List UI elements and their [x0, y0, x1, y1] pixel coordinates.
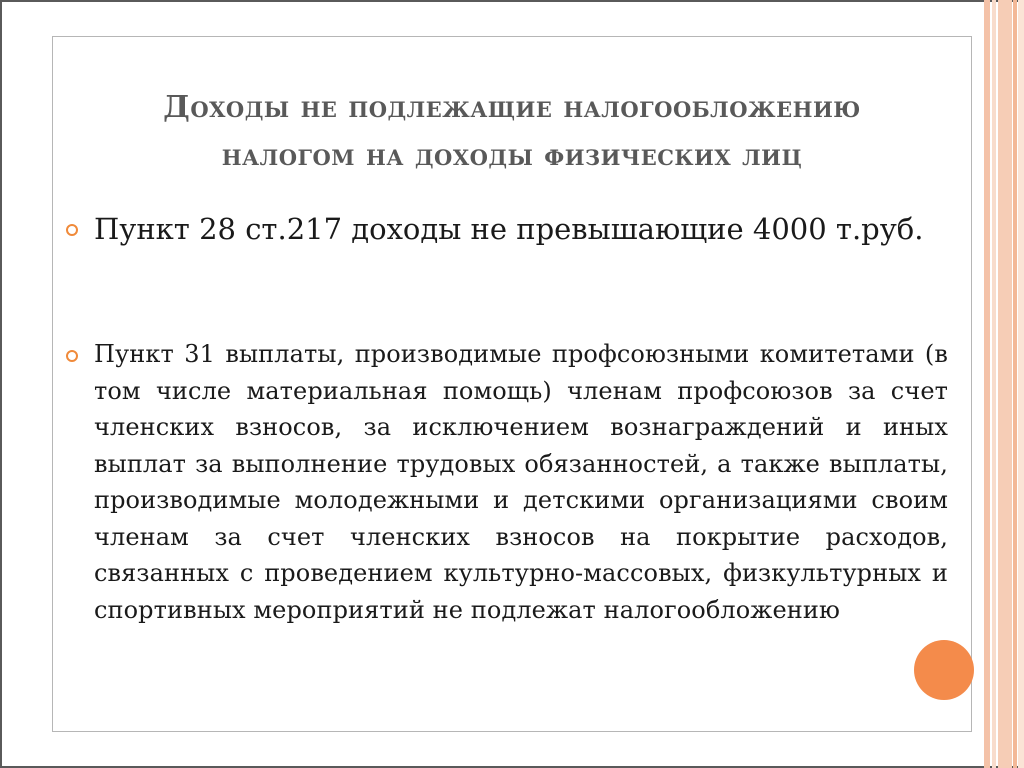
bullet-text: Пункт 28 ст.217 доходы не превышающие 4000 т.руб. [94, 212, 924, 246]
slide-title-line: Доходы не подлежащие налогообложению [163, 90, 861, 125]
slide-title [60, 84, 964, 180]
decor-stripe [984, 0, 990, 768]
circle-bullet-icon [66, 224, 78, 236]
bullet-text: Пункт 31 выплаты, производимые профсоюзными комитетами (в том числе материальная помощь) членам профсоюзов за счет членских взносов, за исключением вознаграждений и иных выплат за выполнение трудовых обязанностей, а также выплаты, производимые молодежными и детскими организациями своим членам за счет членских взносов на покрытие расходов, связанных с проведением культурно-массовых, физкультурных и спортивных мероприятий не подлежат налогообложению [94, 340, 948, 624]
decor-stripe [998, 0, 1012, 768]
decor-stripe [1018, 0, 1024, 768]
decor-stripe [992, 0, 996, 768]
orange-circle-icon [914, 640, 974, 700]
bullet-item [66, 210, 948, 248]
circle-bullet-icon [66, 350, 78, 362]
slide-title-line: налогом на доходы физических лиц [221, 138, 803, 173]
decor-stripe [1013, 0, 1017, 768]
bullet-item [66, 336, 948, 628]
